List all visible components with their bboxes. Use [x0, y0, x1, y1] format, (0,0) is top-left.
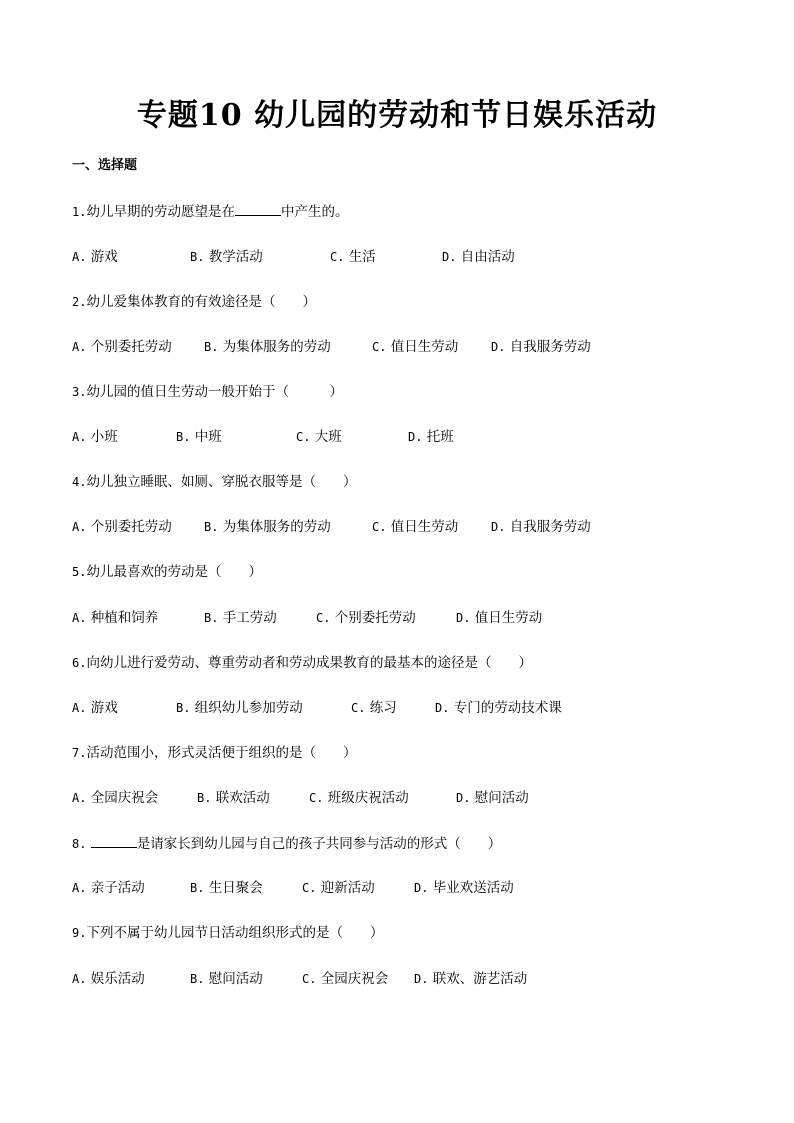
answer-blank	[235, 201, 281, 216]
option-a	[72, 788, 158, 808]
option-text: 手工劳动	[222, 610, 277, 626]
option-letter: A.	[72, 250, 87, 264]
question-number: 7.	[72, 746, 87, 760]
option-a	[72, 517, 172, 537]
option-letter: B.	[204, 520, 219, 534]
option-a	[72, 969, 145, 989]
option-text: 自我服务劳动	[509, 519, 591, 535]
option-letter: C.	[330, 250, 345, 264]
question-text: 下列不属于幼儿园节日活动组织形式的是（ ）	[86, 925, 384, 941]
option-text: 中班	[194, 429, 222, 445]
option-text: 游戏	[90, 249, 118, 265]
option-letter: D.	[414, 881, 429, 895]
option-a	[72, 337, 172, 357]
question-text: 活动范围小，形式灵活便于组织的是（ ）	[86, 745, 357, 761]
option-c	[372, 517, 458, 537]
option-text: 个别委托劳动	[90, 339, 172, 355]
question-number: 3.	[72, 385, 87, 399]
option-text: 生活	[348, 249, 376, 265]
option-b	[176, 427, 222, 447]
option-text: 自由活动	[460, 249, 515, 265]
question-number: 1.	[72, 205, 87, 219]
option-text: 游戏	[90, 700, 118, 716]
option-text: 为集体服务的劳动	[222, 519, 331, 535]
option-c	[372, 337, 458, 357]
option-c	[302, 969, 388, 989]
option-letter: B.	[190, 250, 205, 264]
option-text: 专门的劳动技术课	[453, 700, 562, 716]
option-letter: B.	[190, 881, 205, 895]
question-text: 幼儿最喜欢的劳动是（ ）	[86, 564, 262, 580]
option-text: 个别委托劳动	[90, 519, 172, 535]
option-text: 种植和饲养	[90, 610, 159, 626]
option-letter: C.	[372, 340, 387, 354]
option-letter: A.	[72, 430, 87, 444]
question-6	[72, 653, 532, 673]
option-d	[491, 337, 591, 357]
question-text: 幼儿园的值日生劳动一般开始于（ ）	[86, 384, 343, 400]
answer-blank	[91, 833, 137, 848]
option-letter: B.	[204, 611, 219, 625]
option-text: 个别委托劳动	[334, 610, 416, 626]
option-letter: A.	[72, 611, 87, 625]
question-number: 4.	[72, 475, 87, 489]
option-b	[204, 337, 331, 357]
option-letter: C.	[372, 520, 387, 534]
option-d	[491, 517, 591, 537]
option-letter: C.	[351, 701, 366, 715]
option-letter: D.	[456, 791, 471, 805]
question-5	[72, 562, 262, 582]
option-c	[296, 427, 342, 447]
option-letter: D.	[491, 520, 506, 534]
option-text: 慰问活动	[474, 790, 529, 806]
option-text: 全园庆祝会	[90, 790, 159, 806]
option-letter: B.	[176, 430, 191, 444]
option-text: 教学活动	[208, 249, 263, 265]
option-d	[414, 969, 527, 989]
question-number: 9.	[72, 926, 87, 940]
option-b	[190, 969, 263, 989]
option-b	[197, 788, 270, 808]
question-2	[72, 292, 316, 312]
option-letter: B.	[190, 972, 205, 986]
option-letter: C.	[302, 972, 317, 986]
option-c	[330, 247, 376, 267]
option-b	[204, 608, 277, 628]
option-d	[442, 247, 515, 267]
option-c	[316, 608, 416, 628]
option-text: 生日聚会	[208, 880, 263, 896]
option-text: 为集体服务的劳动	[222, 339, 331, 355]
page-title: 专题10 幼儿园的劳动和节日娱乐活动	[136, 98, 658, 133]
option-b	[190, 878, 263, 898]
option-a	[72, 247, 118, 267]
option-b	[204, 517, 331, 537]
question-text-post: 中产生的。	[280, 204, 349, 220]
option-c	[309, 788, 409, 808]
option-letter: D.	[491, 340, 506, 354]
option-b	[190, 247, 263, 267]
option-d	[456, 608, 542, 628]
option-letter: A.	[72, 972, 87, 986]
option-text: 组织幼儿参加劳动	[194, 700, 303, 716]
option-text: 班级庆祝活动	[327, 790, 409, 806]
option-text: 联欢活动	[215, 790, 270, 806]
question-text: 向幼儿进行爱劳动、尊重劳动者和劳动成果教育的最基本的途径是（ ）	[86, 655, 532, 671]
option-text: 大班	[314, 429, 342, 445]
option-text: 值日生劳动	[474, 610, 543, 626]
question-number: 8.	[72, 837, 87, 851]
option-letter: C.	[296, 430, 311, 444]
option-text: 自我服务劳动	[509, 339, 591, 355]
option-letter: D.	[408, 430, 423, 444]
option-letter: C.	[316, 611, 331, 625]
question-3	[72, 382, 343, 402]
option-letter: B.	[197, 791, 212, 805]
option-a	[72, 698, 118, 718]
option-letter: A.	[72, 701, 87, 715]
question-number: 6.	[72, 656, 87, 670]
option-letter: C.	[302, 881, 317, 895]
option-letter: B.	[204, 340, 219, 354]
option-text: 小班	[90, 429, 118, 445]
question-text: 幼儿独立睡眠、如厕、穿脱衣服等是（ ）	[86, 474, 357, 490]
option-letter: D.	[414, 972, 429, 986]
question-text-post: 是请家长到幼儿园与自己的孩子共同参与活动的形式（ ）	[136, 836, 502, 852]
option-text: 亲子活动	[90, 880, 145, 896]
option-text: 娱乐活动	[90, 971, 145, 987]
question-text: 幼儿爱集体教育的有效途径是（ ）	[86, 294, 316, 310]
option-text: 毕业欢送活动	[432, 880, 514, 896]
option-text: 联欢、游艺活动	[432, 971, 528, 987]
option-text: 练习	[369, 700, 397, 716]
option-d	[414, 878, 514, 898]
option-text: 托班	[426, 429, 454, 445]
question-number: 5.	[72, 565, 87, 579]
section-heading: 一、选择题	[72, 158, 138, 173]
option-letter: A.	[72, 791, 87, 805]
option-letter: A.	[72, 881, 87, 895]
option-d	[435, 698, 562, 718]
question-9	[72, 923, 383, 943]
option-text: 慰问活动	[208, 971, 263, 987]
option-letter: B.	[176, 701, 191, 715]
option-c	[302, 878, 375, 898]
option-letter: D.	[442, 250, 457, 264]
option-b	[176, 698, 303, 718]
option-c	[351, 698, 397, 718]
question-number: 2.	[72, 295, 87, 309]
option-letter: C.	[309, 791, 324, 805]
question-7	[72, 743, 356, 763]
option-text: 值日生劳动	[390, 339, 459, 355]
option-text: 值日生劳动	[390, 519, 459, 535]
option-a	[72, 608, 158, 628]
option-a	[72, 878, 145, 898]
option-letter: A.	[72, 520, 87, 534]
question-4	[72, 472, 356, 492]
option-d	[408, 427, 454, 447]
option-text: 全园庆祝会	[320, 971, 389, 987]
option-letter: A.	[72, 340, 87, 354]
question-8	[72, 833, 501, 854]
question-text-pre: 幼儿早期的劳动愿望是在	[86, 204, 235, 220]
option-text: 迎新活动	[320, 880, 375, 896]
option-letter: D.	[435, 701, 450, 715]
option-a	[72, 427, 118, 447]
option-letter: D.	[456, 611, 471, 625]
option-d	[456, 788, 529, 808]
question-1	[72, 201, 348, 222]
